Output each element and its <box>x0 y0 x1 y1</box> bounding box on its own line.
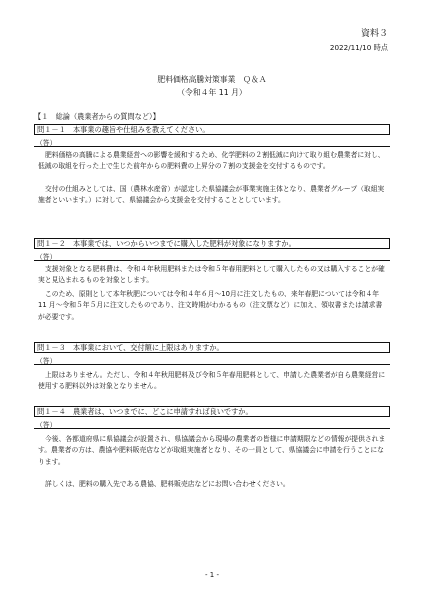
document-title <box>0 74 424 99</box>
answer-label-1-2: （答） <box>36 253 57 261</box>
section-heading: 【１ 総論（農業者からの質問など）】 <box>34 112 160 121</box>
answer-label-1-3: （答） <box>36 357 57 365</box>
answer-divider <box>34 428 390 429</box>
answer-1-3-paragraph-1: 上限はありません。ただし、令和４年秋用肥料及び令和５年春用肥料として、申請した農業者が自ら農業経営に使用する肥料以外は対象となりません。 <box>38 371 386 391</box>
answer-label-1-1: （答） <box>36 139 57 147</box>
answer-1-4-paragraph-2: 詳しくは、肥料の購入先である農協、肥料販売店などにお問い合わせください。 <box>45 480 290 488</box>
document-reference: 資料３ <box>360 29 388 39</box>
page-number: - 1 - <box>205 571 219 579</box>
answer-divider <box>34 364 390 365</box>
answer-1-1-paragraph-2: 交付の仕組みとしては、国（農林水産省）が認定した県協議会が事業実施主体となり、農業者グループ（取組実施者といいます。）に対して、県協議会から支援金を交付することとしています。 <box>38 185 385 205</box>
question-1-2: 問１－２ 本事業では、いつからいつまでに購入した肥料が対象になりますか。 <box>34 238 390 249</box>
answer-divider <box>34 260 390 261</box>
answer-divider <box>34 146 390 147</box>
answer-1-2-paragraph-1: 支援対象となる肥料費は、令和４年秋用肥料または令和５年春用肥料として購入したもの又は購入することが確実と見込まれるものを対象とします。 <box>38 265 385 285</box>
question-1-3: 問１－３ 本事業において、交付額に上限はありますか。 <box>34 342 390 353</box>
as-of-date: 2022/11/10 時点 <box>329 43 388 52</box>
answer-1-2-paragraph-2: このため、原則として本年秋肥については令和４年６月～10月に注文したもの、来年春肥については令和４年 11 月～令和５年５月に注文したものであり、注文時期がわかるもの（注文票など）に加え、領収書または請求書が必要です。 <box>38 290 383 321</box>
answer-1-4-paragraph-1: 今後、各都道府県に県協議会が設置され、県協議会から現場の農業者の皆様に申請期限などの情報が提供されます。農業者の方は、農協や肥料販売店などが取組実施者となり、その一員として、県協議会に申請を行うことになります。 <box>38 435 386 466</box>
answer-1-1-paragraph-1: 肥料価格の高騰による農業経営への影響を緩和するため、化学肥料の２割低減に向けて取り組む農業者に対し、低減の取組を行った上で生じた前年からの肥料費の上昇分の７割の支援金を交付するものです。 <box>38 151 385 171</box>
answer-label-1-4: （答） <box>36 421 57 429</box>
title-line-1: 肥料価格高騰対策事業 Ｑ＆Ａ <box>157 75 267 84</box>
question-1-4: 問１－４ 農業者は、いつまでに、どこに申請すれば良いですか。 <box>34 406 390 417</box>
question-1-1: 問１－１ 本事業の趣旨や仕組みを教えてください。 <box>34 124 390 135</box>
title-line-2: （令和４年 11 月） <box>177 87 247 97</box>
